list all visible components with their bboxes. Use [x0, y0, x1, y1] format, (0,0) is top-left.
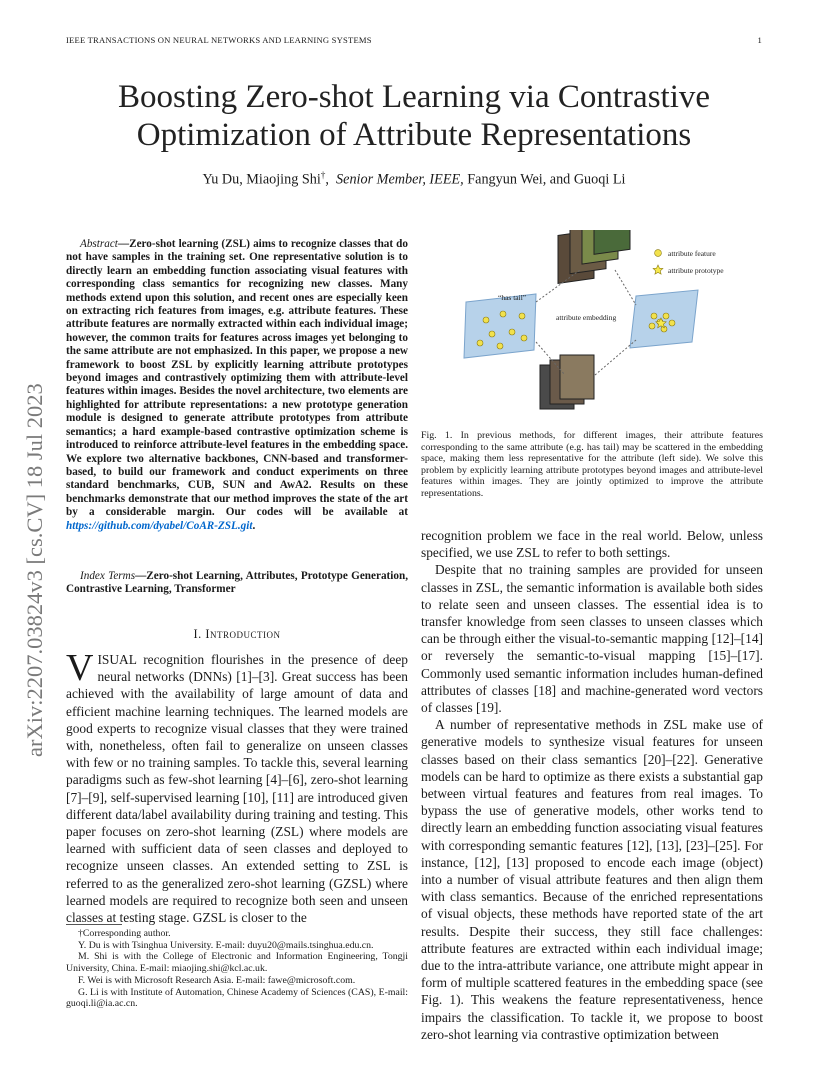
image-stack-top	[558, 230, 630, 283]
legend-prototype-icon	[653, 265, 663, 274]
intro-paragraph	[66, 647, 408, 926]
arxiv-stamp	[22, 295, 48, 760]
footnote-affiliation: G. Li is with Institute of Automation, Chinese Academy of Sciences (CAS), E-mail: guoqi.li@ia.ac.cn.	[66, 986, 408, 1010]
index-terms-lead: Index Terms	[80, 570, 136, 582]
figure-diagram	[440, 230, 770, 420]
code-link[interactable]: https://github.com/dyabel/CoAR-ZSL.git	[66, 519, 253, 532]
abstract: Abstract—Zero-shot learning (ZSL) aims to recognize classes that do not have samples in the training set. One representative solution is to directly learn an embedding function associating visual features with corresponding class semantics for recognizing new classes. Many methods extend upon this solution, and recent ones are especially keen on extracting rich features from images, e.g. attribute features. These attribute features are normally extracted within each individual image; however, the common traits for features across images yet belonging to the same attribute are not emphasized. In this paper, we propose a new framework to boost ZSL by explicitly learning attribute prototypes beyond images and contrastively optimizing them with attribute-level features within images. Besides the novel architecture, two elements are highlighted for attribute representations: a new prototype generation module is designed to generate attribute prototypes from attribute semantics; a hard example-based contrastive optimization scheme is introduced to reinforce attribute-level features in the embedding space. We explore two alternative backbones, CNN-based and transformer-based, to build our framework and conduct experiments on three standard benchmarks, CUB, SUN and AwA2. Results on these benchmarks demonstrate that our method improves the state of the art by a considerable margin. Our codes will be available at https://github.com/dyabel/CoAR-ZSL.git.	[66, 238, 408, 532]
figure-caption: Fig. 1. In previous methods, for different images, their attribute features corresponding to the same attribute (e.g. has tail) may be scattered in the embedding space, making them less representative for the attribute (left side). We solve this problem by explicitly learning attribute prototypes beyond images and attribute-level features within images. They are jointly optimized to improve the attribute representations.	[421, 430, 763, 499]
author-membership: Senior Member, IEEE,	[336, 171, 464, 188]
footnote-affiliation: Y. Du is with Tsinghua University. E-mail: duyu20@mails.tsinghua.edu.cn.	[78, 939, 374, 951]
title-line-2: Optimization of Attribute Representations	[136, 117, 692, 153]
paragraph: recognition problem we face in the real world. Below, unless specified, we use ZSL to refer to both settings.	[421, 528, 763, 561]
intro-text: ISUAL recognition flourishes in the presence of deep neural networks (DNNs) [1]–[3]. Great success has been achieved with the availability of large amount of data and efficient machine learning techniques. The learned models are good experts to recognize visual classes that they were trained with, nonetheless, often fail to generalize on unseen classes with few or no training samples. To tackle this, several learning paradigms such as few-shot learning [4]–[6], zero-shot learning [7]–[9], self-supervised learning [10], [11] are introduced given different data/label availability during training and testing. This paper focuses on zero-shot learning (ZSL) where models are learned with sufficient data of seen classes and deployed to recognize unseen classes. An extended setting to ZSL is referred to as the generalized zero-shot learning (GZSL) where learned models are required to recognize both seen and unseen classes at testing stage. GZSL is closer to the	[66, 652, 408, 926]
authors-rest: Fangyun Wei, and Guoqi Li	[467, 171, 626, 188]
index-terms-text: —Zero-shot Learning, Attributes, Prototype Generation, Contrastive Learning, Transformer	[66, 570, 409, 596]
footnote-affiliation: F. Wei is with Microsoft Research Asia. E-mail: fawe@microsoft.com.	[78, 974, 356, 986]
section-heading: I. Introduction	[193, 627, 281, 641]
has-tail-label: “has tail”	[498, 293, 527, 302]
figure-1	[440, 230, 770, 420]
footnote-affiliation: M. Shi is with the College of Electronic and Information Engineering, Tongji University, China. E-mail: miaojing.shi@kcl.ac.uk.	[66, 951, 408, 975]
footnotes	[66, 924, 408, 1010]
abstract-text: —Zero-shot learning (ZSL) aims to recognize classes that do not have samples in the training set. One representative solution is to directly learn an embedding function associating visual features with corresponding class semantics for recognizing new classes. Many methods extend upon this solution, and recent ones are especially keen on extracting rich features from images, e.g. attribute features. These attribute features are normally extracted within each individual image; however, the common traits for features across images yet belonging to the same attribute are not emphasized. In this paper, we propose a new framework to boost ZSL by explicitly learning attribute prototypes beyond images and contrastively optimizing them with attribute-level features within images. Besides the novel architecture, two elements are highlighted for attribute representations: a new prototype generation module is designed to generate attribute prototypes from attribute semantics; a hard example-based contrastive optimization scheme is introduced to reinforce attribute-level features in the embedding space. We explore two alternative backbones, CNN-based and transformer-based, to build our framework and conduct experiments on three standard benchmarks, CUB, SUN and AwA2. Results on these benchmarks demonstrate that our method improves the state of the art by a considerable margin. Our codes will be available at	[66, 238, 408, 519]
svg-text:arXiv:2207.03824v3 [cs.CV] 1: arXiv:2207.03824v3 [cs.CV] 18 Jul 2023	[22, 383, 47, 757]
image-stack-bottom	[540, 355, 594, 409]
paragraph: A number of representative methods in ZSL make use of generative models to synthesize visual features for unseen classes based on their class semantics [20]–[22]. Generative models can be hard to optimize as there exists a substantial gap between virtual features and features from real images. To bypass the use of generative models, other works tend to directly learn an embedding function associating visual features with corresponding semantic features [12], [13], [23]–[25]. For instance, [12], [13] proposed to encode each image (object) into a number of visual attribute features and then align them with class semantics. Because of the enriched representations of visual objects, these methods have reported state of the art results. Despite their success, they still face challenges: attribute features are extracted within each individual image; due to the intra-attribute variance, one attribute might appear in form of multiple scattered features in the embedding space (see Fig. 1). This weakens the feature representativeness, hence impairs the classification. To tackle it, we propose to boost zero-shot learning via contrastive optimization between	[421, 717, 763, 1042]
authors-first: Yu Du, Miaojing Shi	[202, 171, 321, 188]
index-terms	[66, 570, 408, 597]
page-number: 1	[757, 35, 762, 45]
paper-title	[66, 78, 762, 154]
abstract-lead: Abstract	[80, 238, 118, 250]
footnote-rule	[66, 924, 122, 925]
embedding-label: attribute embedding	[556, 313, 617, 322]
title-line-1: Boosting Zero-shot Learning via Contrastive	[117, 79, 711, 115]
legend-feature-icon	[655, 250, 662, 257]
paragraph: Despite that no training samples are provided for unseen classes in ZSL, the semantic information is available both sides to relate seen and unseen classes. The essential idea is to transfer knowledge from seen classes to unseen classes which can be through either the visual-to-semantic mapping [12]–[14] or reversely the semantic-to-visual mapping [15]–[17]. Commonly used semantic information includes human-defined attributes of classes [18] and machine-generated word vectors of classes [19].	[421, 562, 763, 716]
drop-cap: V	[66, 647, 94, 689]
running-header: IEEE TRANSACTIONS ON NEURAL NETWORKS AND LEARNING SYSTEMS	[66, 35, 372, 45]
embedding-plane-right	[630, 290, 698, 348]
footnote-corresponding: †Corresponding author.	[78, 928, 171, 939]
right-column	[421, 527, 763, 1043]
author-list: Yu Du, Miaojing Shi†, Senior Member, IEEE, Fangyun Wei, and Guoqi Li	[202, 170, 626, 188]
legend-feature-label: attribute feature	[668, 249, 716, 258]
dagger-mark: †	[320, 170, 326, 180]
legend-prototype-label: attribute prototype	[668, 266, 724, 275]
